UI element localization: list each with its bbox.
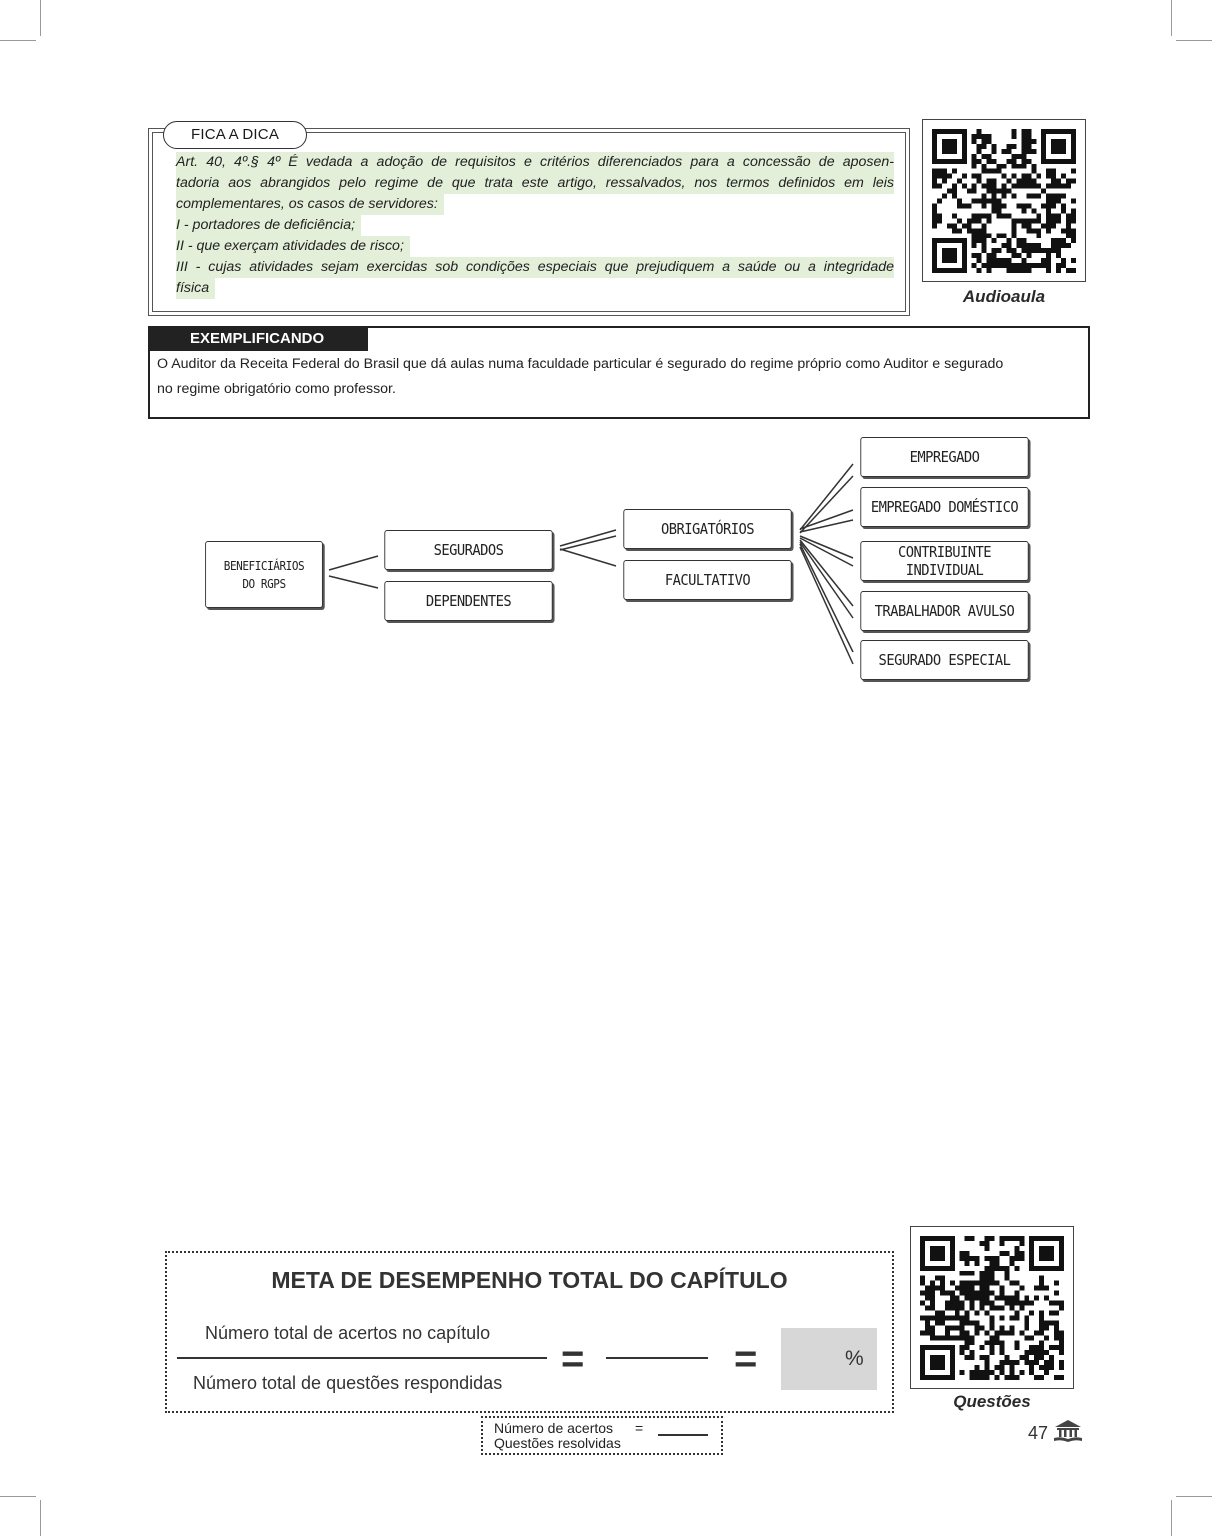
- page-number: 47: [1028, 1423, 1049, 1443]
- crop-mark: [1176, 1496, 1212, 1497]
- diagram-node-segurados: SEGURADOS: [384, 530, 552, 570]
- crop-mark: [1171, 1500, 1172, 1536]
- equals-sign: =: [734, 1337, 758, 1381]
- score-denominator-label: Questões resolvidas: [494, 1435, 621, 1451]
- diagram-connectors: [0, 0, 1212, 720]
- diagram-node-empregado: EMPREGADO: [860, 437, 1028, 477]
- fraction-bar: [177, 1357, 547, 1359]
- score-answer-blank[interactable]: [658, 1434, 708, 1436]
- goal-numerator-label: Número total de acertos no capítulo: [205, 1323, 491, 1343]
- answer-blank[interactable]: [606, 1357, 708, 1359]
- example-line: O Auditor da Receita Federal do Brasil que dá aulas numa faculdade particular é segurado do regime próprio como Auditor e segurado: [157, 356, 1004, 372]
- qr-caption-audioaula: Audioaula: [962, 287, 1046, 306]
- qr-code-questoes[interactable]: [910, 1226, 1074, 1389]
- qr-code-icon: [920, 1236, 1064, 1380]
- tip-line: física: [176, 278, 215, 299]
- diagram-node-contribuinte-individual: CONTRIBUINTE INDIVIDUAL: [860, 541, 1028, 581]
- diagram-root-line: DO RGPS: [242, 576, 286, 591]
- diagram-node-dependentes: DEPENDENTES: [384, 581, 552, 621]
- crop-mark: [40, 1500, 41, 1536]
- diagram-node-segurado-especial: SEGURADO ESPECIAL: [860, 640, 1028, 680]
- tip-line: III - cujas atividades sejam exercidas sob condições especiais que prejudiquem a saúde ou a integridade: [176, 257, 894, 278]
- diagram-node-empregado-domestico: EMPREGADO DOMÉSTICO: [860, 487, 1028, 527]
- example-line: no regime obrigatório como professor.: [157, 381, 396, 397]
- library-book-icon: [1053, 1419, 1083, 1443]
- score-numerator-label: Número de acertos: [494, 1420, 614, 1436]
- diagram-root-line: BENEFICIÁRIOS: [223, 558, 305, 573]
- percent-symbol: %: [845, 1347, 864, 1370]
- example-header: EXEMPLIFICANDO: [148, 326, 368, 351]
- tip-line: Art. 40, 4º.§ 4º É vedada a adoção de requisitos e critérios diferenciados para a concessão de aposen-: [176, 152, 894, 173]
- crop-mark: [0, 1496, 36, 1497]
- tip-line: tadoria aos abrangidos pelo regime de que trata este artigo, ressalvados, nos termos definidos em leis: [176, 173, 894, 194]
- tip-line: I - portadores de deficiência;: [176, 215, 361, 236]
- performance-goal-title: META DE DESEMPENHO TOTAL DO CAPÍTULO: [271, 1267, 788, 1293]
- qr-caption-questoes: Questões: [953, 1392, 1031, 1411]
- diagram-node-root: [205, 541, 323, 608]
- goal-denominator-label: Número total de questões respondidas: [193, 1373, 503, 1393]
- diagram-node-trabalhador-avulso: TRABALHADOR AVULSO: [860, 591, 1028, 631]
- tip-line: II - que exerçam atividades de risco;: [176, 236, 410, 257]
- diagram-node-obrigatorios: OBRIGATÓRIOS: [623, 509, 791, 549]
- diagram-node-facultativo: FACULTATIVO: [623, 560, 791, 600]
- tip-label: FICA A DICA: [163, 121, 307, 149]
- equals-sign: =: [561, 1337, 585, 1381]
- score-equals: =: [635, 1420, 644, 1436]
- tip-line: complementares, os casos de servidores:: [176, 194, 444, 215]
